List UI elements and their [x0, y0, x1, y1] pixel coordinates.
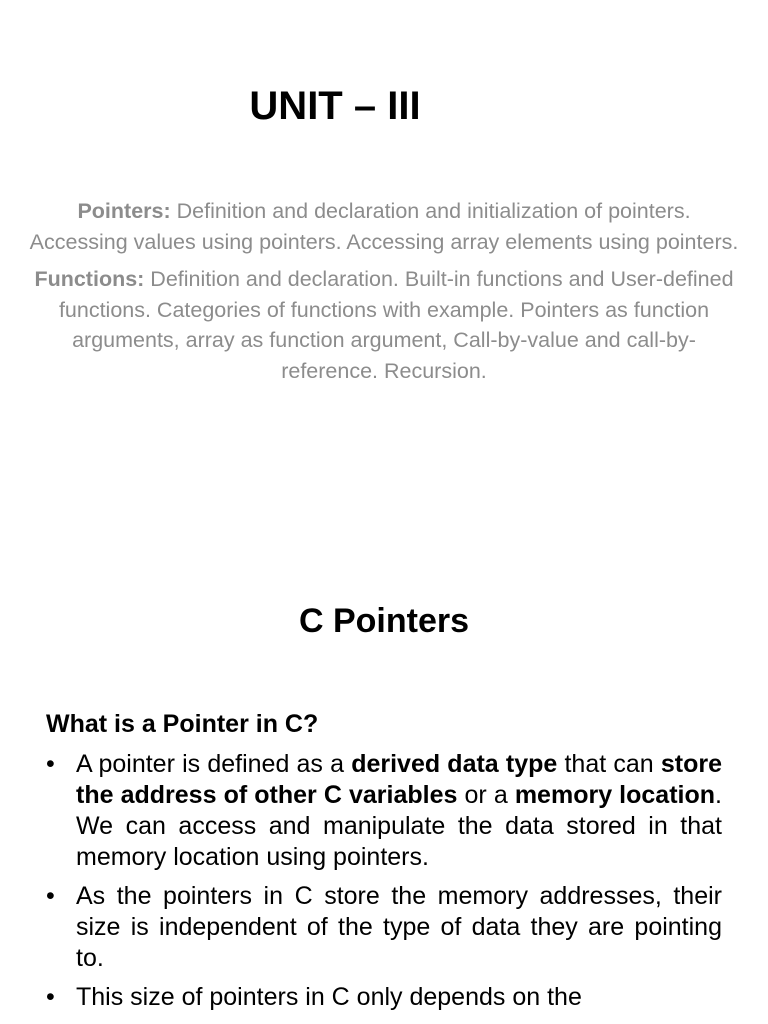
- bullet-item-size-depends: [46, 982, 722, 1013]
- bullet-icon: •: [46, 750, 55, 778]
- bullet-text: As the pointers in C store the memory addresses, their size is independent of the type of data they are pointing to.: [76, 882, 722, 972]
- bullet-bold-text: store the address of other C variables: [76, 750, 722, 809]
- bullet-bold-text: derived data type: [351, 750, 558, 778]
- bullet-bold-text: memory location: [514, 781, 716, 809]
- bullet-text: that can: [557, 750, 661, 778]
- unit-title: UNIT – III: [249, 84, 421, 128]
- bullet-text: . We can access and manipulate the data stored in that memory location using pointers.: [76, 781, 722, 871]
- bullet-text: This size of pointers in C only depends on the: [76, 983, 582, 1011]
- bullet-text: A pointer is defined as a: [76, 750, 352, 778]
- functions-topics: [28, 264, 740, 386]
- bullet-item-definition: [46, 749, 722, 873]
- bullet-text: or a: [457, 781, 515, 809]
- functions-label: Functions:: [34, 267, 145, 291]
- bullet-icon: •: [46, 983, 55, 1011]
- slide-c-pointers: [0, 512, 768, 1024]
- bullet-item-size: [46, 881, 722, 974]
- bullet-icon: •: [46, 882, 55, 910]
- bullet-list: [46, 749, 722, 1021]
- pointers-text: Definition and declaration and initialization of pointers. Accessing values using pointers. Accessing array elements using pointers.: [29, 199, 739, 254]
- pointers-label: Pointers:: [77, 199, 171, 223]
- c-pointers-title: C Pointers: [298, 602, 470, 640]
- syllabus-block: [28, 196, 740, 393]
- pointers-topics: [28, 196, 740, 257]
- pointer-question-heading: What is a Pointer in C?: [46, 710, 319, 738]
- functions-text: Definition and declaration. Built-in functions and User-defined functions. Categories of functions with example. Pointers as function arguments, array as function argument, Call-by-value and call-by-reference. Recursion.: [58, 267, 734, 383]
